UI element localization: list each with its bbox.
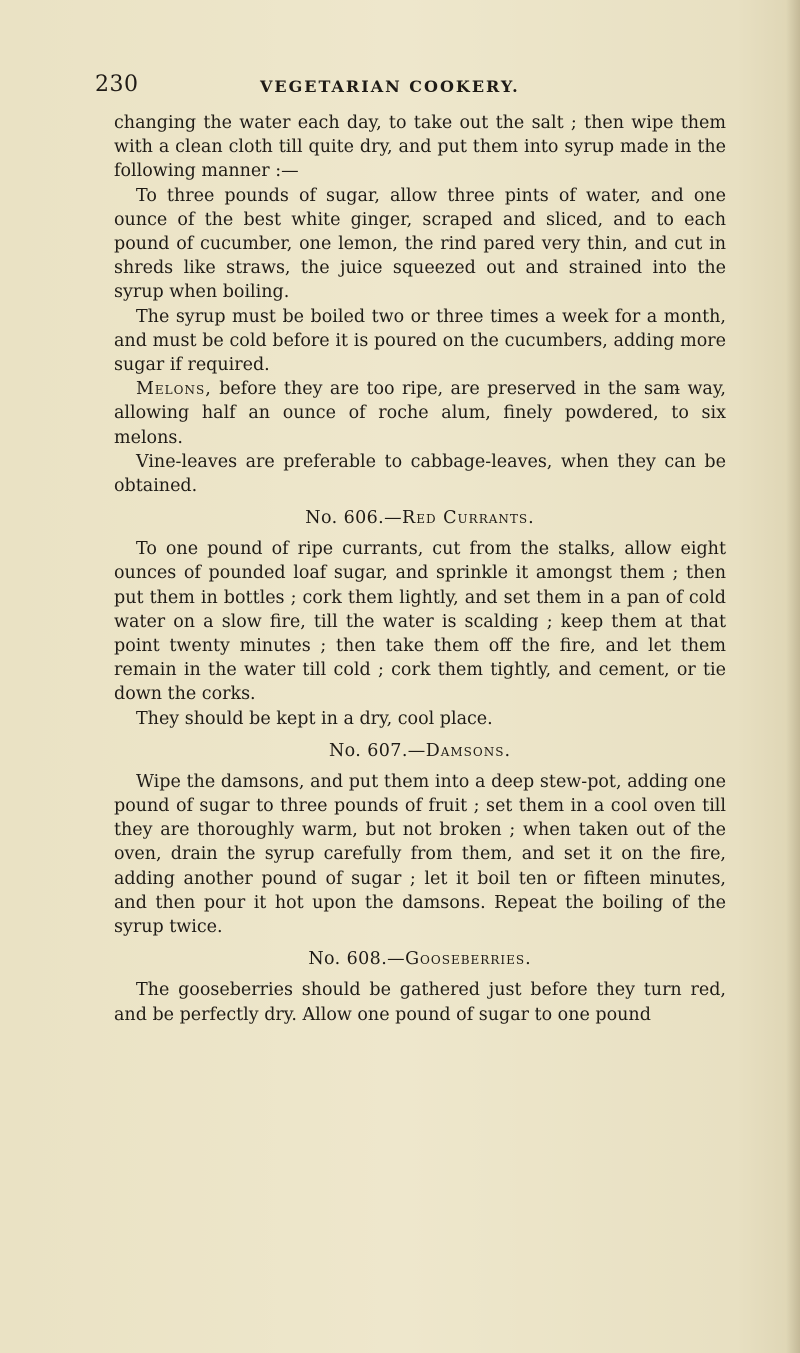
body-text xyxy=(114,111,726,1027)
recipe-title: Red Currants. xyxy=(402,508,535,529)
recipe-title: Gooseberries. xyxy=(405,949,532,970)
melons-text: before they are too ripe, are preserved in the sam̵ way, allowing half an ounce of roche alum, finely powdered, to six melons. xyxy=(114,379,726,448)
heading-damsons xyxy=(114,739,726,763)
page-edge-shadow xyxy=(786,0,800,1353)
running-head: VEGETARIAN COOKERY. xyxy=(260,77,520,96)
recipe-number: No. 607.— xyxy=(328,740,426,761)
page-header xyxy=(95,72,745,102)
heading-gooseberries xyxy=(114,947,726,971)
page-number: 230 xyxy=(95,72,139,97)
paragraph-gooseberries-method: The gooseberries should be gathered just before they turn red, and be perfectly dry. Allow one pound of sugar to one pound xyxy=(114,980,726,1025)
paragraph-continuation: changing the water each day, to take out the salt ; then wipe them with a clean cloth till quite dry, and put them into syrup made in the following manner :— xyxy=(114,113,726,182)
paragraph-syrup-recipe: To three pounds of sugar, allow three pints of water, and one ounce of the best white ginger, scraped and sliced, and to each pound of cucumber, one lemon, the rind pared very thin, and cut in shreds like straws, the juice squeezed out and strained into the syrup when boiling. xyxy=(114,185,726,303)
recipe-title: Damsons. xyxy=(425,740,512,761)
paragraph-red-currants-method: To one pound of ripe currants, cut from the stalks, allow eight ounces of pounded loaf sugar, and sprinkle it amongst them ; then put them in bottles ; cork them lightly, and set them in a pan of cold water on a slow fire, till the water is scalding ; keep them at that point twenty minutes ; then take them off the fire, and let them remain in the water till cold ; cork them tightly, and cement, or tie down the corks. xyxy=(114,539,726,705)
paragraph-vine-leaves: Vine-leaves are preferable to cabbage-leaves, when they can be obtained. xyxy=(114,451,726,497)
paragraph-melons xyxy=(114,377,726,450)
recipe-number: No. 606.— xyxy=(305,508,403,529)
paragraph-damsons-method: Wipe the damsons, and put them into a deep stew-pot, adding one pound of sugar to three pounds of fruit ; set them in a cool oven till they are thoroughly warm, but not broken ; when taken out of the oven, drain the syrup carefully from them, and set it on the fire, adding another pound of sugar ; let it boil ten or fifteen minutes, and then pour it hot upon the damsons. Repeat the boiling of the syrup twice. xyxy=(114,771,726,938)
paragraph-red-currants-storage: They should be kept in a dry, cool place. xyxy=(136,708,493,729)
heading-red-currants xyxy=(114,506,726,530)
paragraph-syrup-boiling: The syrup must be boiled two or three times a week for a month, and must be cold before it is poured on the cucumbers, adding more sugar if required. xyxy=(114,306,726,376)
melons-lead-word: Melons, xyxy=(136,379,212,400)
recipe-number: No. 608.— xyxy=(308,949,406,970)
